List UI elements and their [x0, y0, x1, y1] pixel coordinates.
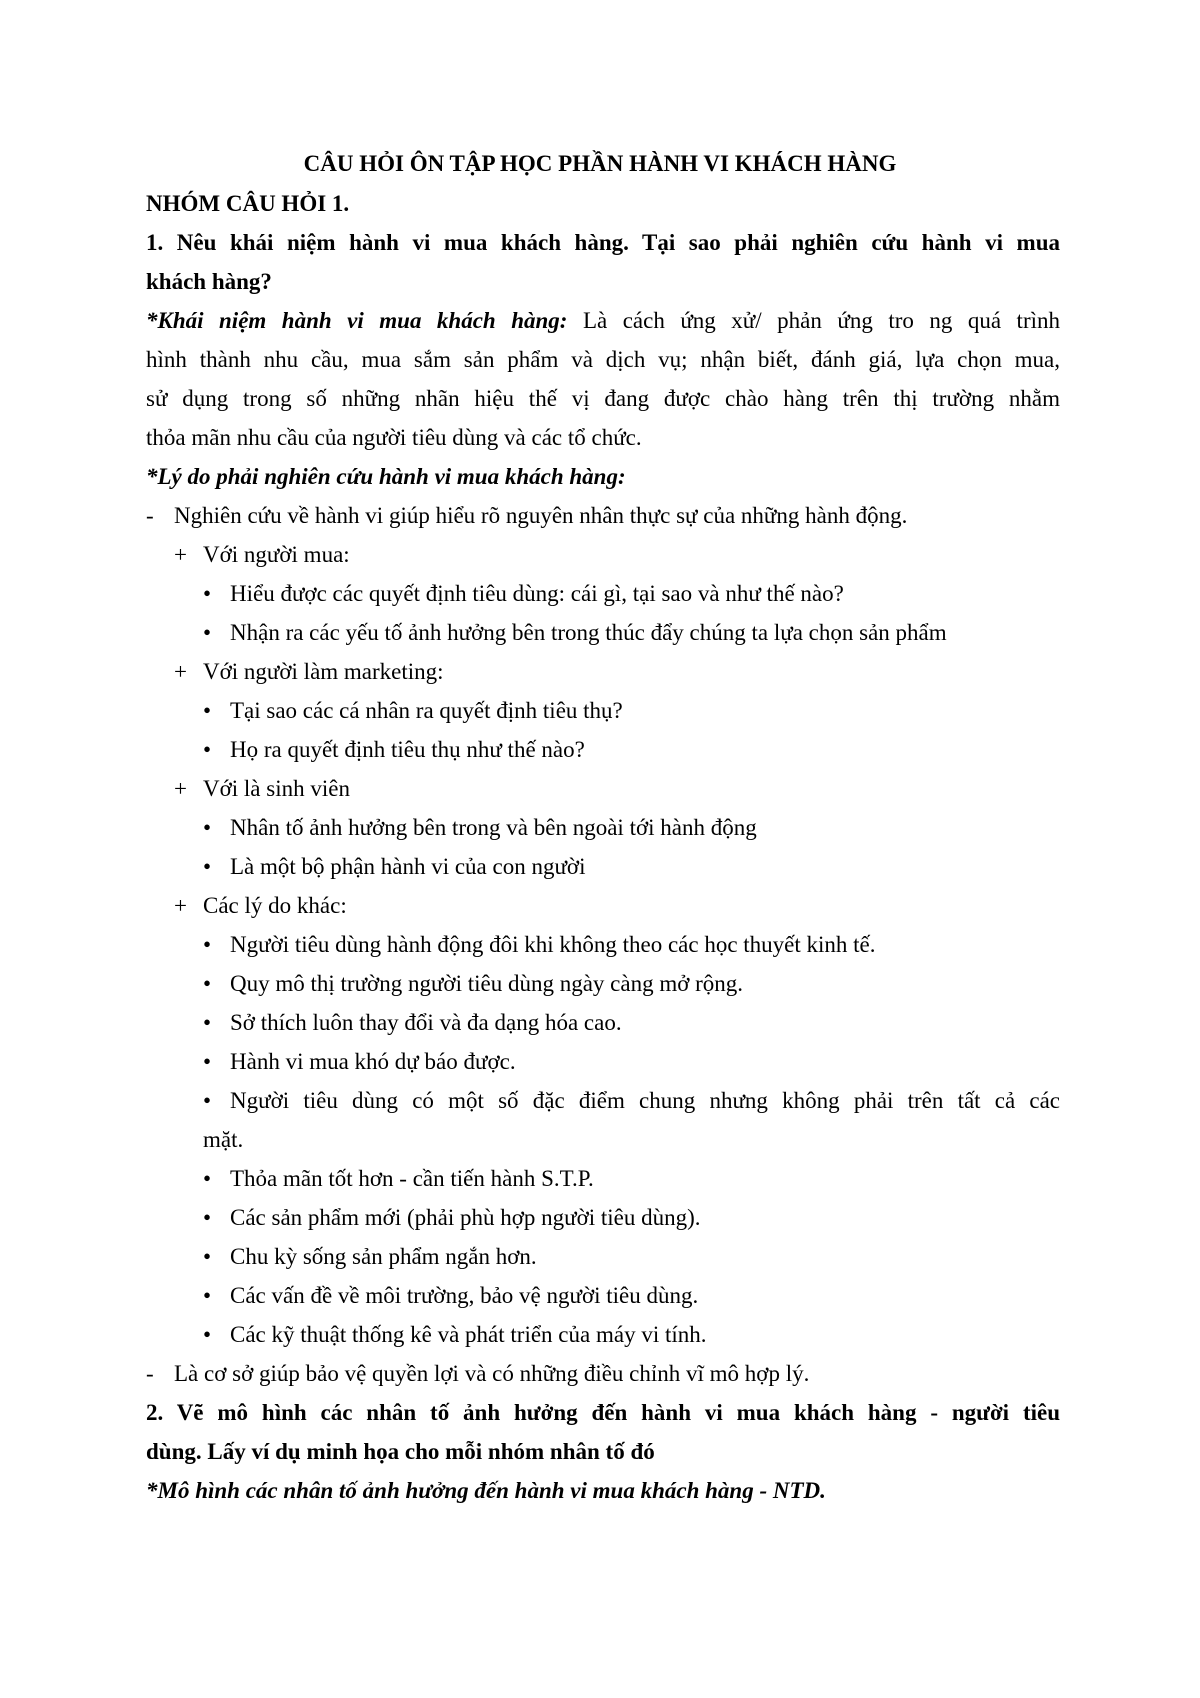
other-item-5-line-2: mặt. [203, 1127, 244, 1152]
definition-label: *Khái niệm hành vi mua khách hàng: [146, 308, 568, 333]
dash-marker: - [146, 503, 154, 528]
plus-marker: + [174, 542, 187, 567]
buyer-item-1: Hiểu được các quyết định tiêu dùng: cái gì, tại sao và như thế nào? [230, 581, 844, 606]
reason-dash-2: Là cơ sở giúp bảo vệ quyền lợi và có những điều chỉnh vĩ mô hợp lý. [174, 1361, 810, 1386]
bullet-marker: • [203, 1244, 212, 1269]
group-heading: NHÓM CÂU HỎI 1. [146, 191, 350, 216]
other-item-7: Các sản phẩm mới (phải phù hợp người tiêu dùng). [230, 1205, 701, 1230]
reason-dash-1: Nghiên cứu về hành vi giúp hiểu rõ nguyên nhân thực sự của những hành động. [174, 503, 908, 528]
student-item-1: Nhân tố ảnh hưởng bên trong và bên ngoài tới hành động [230, 815, 757, 840]
other-item-2: Quy mô thị trường người tiêu dùng ngày càng mở rộng. [230, 971, 744, 996]
other-item-1: Người tiêu dùng hành động đôi khi không theo các học thuyết kinh tế. [230, 932, 876, 957]
bullet-marker: • [203, 854, 212, 879]
reason-heading: *Lý do phải nghiên cứu hành vi mua khách hàng: [146, 464, 626, 489]
marketer-heading: Với người làm marketing: [203, 659, 444, 684]
plus-marker: + [174, 776, 187, 801]
bullet-marker: • [203, 971, 212, 996]
bullet-marker: • [203, 815, 212, 840]
bullet-marker: • [203, 698, 212, 723]
definition-line-2: hình thành nhu cầu, mua sắm sản phẩm và dịch vụ; nhận biết, đánh giá, lựa chọn mua, [146, 347, 1060, 372]
student-item-2: Là một bộ phận hành vi của con người [230, 854, 586, 879]
question-1-line-2: khách hàng? [146, 269, 272, 294]
other-item-3: Sở thích luôn thay đổi và đa dạng hóa cao. [230, 1010, 622, 1035]
bullet-marker: • [203, 1283, 212, 1308]
bullet-marker: • [203, 1049, 212, 1074]
plus-marker: + [174, 659, 187, 684]
other-heading: Các lý do khác: [203, 893, 347, 918]
buyer-heading: Với người mua: [203, 542, 350, 567]
other-item-9: Các vấn đề về môi trường, bảo vệ người tiêu dùng. [230, 1283, 699, 1308]
definition-text-1: Là cách ứng xử/ phản ứng tro ng quá trình [582, 308, 1061, 333]
other-item-10: Các kỹ thuật thống kê và phát triển của máy vi tính. [230, 1322, 707, 1347]
student-heading: Với là sinh viên [203, 776, 350, 801]
definition-line-3: sử dụng trong số những nhãn hiệu thế vị đang được chào hàng trên thị trường nhằm [146, 386, 1060, 411]
definition-line-1 [146, 309, 1060, 332]
bullet-marker: • [203, 737, 212, 762]
other-item-5-line-1: Người tiêu dùng có một số đặc điểm chung nhưng không phải trên tất cả các [230, 1088, 1060, 1113]
question-2-line-1: 2. Vẽ mô hình các nhân tố ảnh hưởng đến hành vi mua khách hàng - người tiêu [146, 1400, 1060, 1425]
bullet-marker: • [203, 1205, 212, 1230]
bullet-marker: • [203, 581, 212, 606]
plus-marker: + [174, 893, 187, 918]
bullet-marker: • [203, 1010, 212, 1035]
dash-marker: - [146, 1361, 154, 1386]
bullet-marker: • [203, 1322, 212, 1347]
other-item-6: Thỏa mãn tốt hơn - cần tiến hành S.T.P. [230, 1166, 594, 1191]
definition-line-4: thỏa mãn nhu cầu của người tiêu dùng và các tổ chức. [146, 425, 642, 450]
document-title: CÂU HỎI ÔN TẬP HỌC PHẦN HÀNH VI KHÁCH HÀNG [303, 151, 897, 176]
bullet-marker: • [203, 620, 212, 645]
marketer-item-1: Tại sao các cá nhân ra quyết định tiêu thụ? [230, 698, 623, 723]
buyer-item-2: Nhận ra các yếu tố ảnh hưởng bên trong thúc đẩy chúng ta lựa chọn sản phẩm [230, 620, 947, 645]
bullet-marker: • [203, 932, 212, 957]
question-1-line-1: 1. Nêu khái niệm hành vi mua khách hàng. Tại sao phải nghiên cứu hành vi mua [146, 230, 1060, 255]
bullet-marker: • [203, 1166, 212, 1191]
other-item-8: Chu kỳ sống sản phẩm ngắn hơn. [230, 1244, 537, 1269]
model-heading: *Mô hình các nhân tố ảnh hưởng đến hành vi mua khách hàng - NTD. [146, 1478, 826, 1503]
marketer-item-2: Họ ra quyết định tiêu thụ như thế nào? [230, 737, 585, 762]
other-item-4: Hành vi mua khó dự báo được. [230, 1049, 516, 1074]
bullet-marker: • [203, 1088, 212, 1113]
question-2-line-2: dùng. Lấy ví dụ minh họa cho mỗi nhóm nhân tố đó [146, 1439, 655, 1464]
